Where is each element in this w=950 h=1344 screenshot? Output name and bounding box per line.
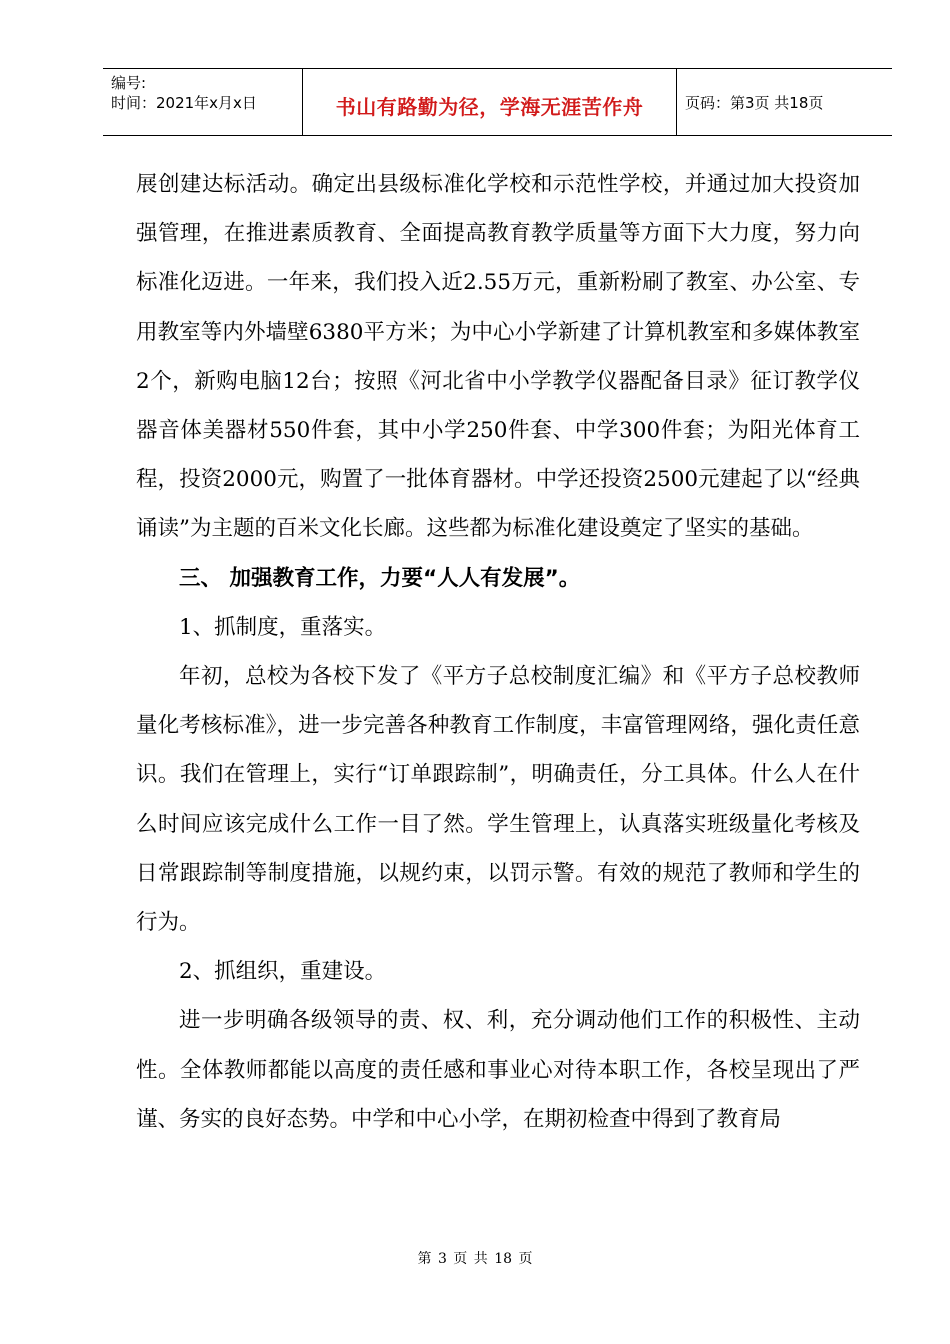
subheading-organization: 2、抓组织，重建设。: [179, 959, 387, 985]
document-body: [136, 160, 860, 1144]
page-footer: 第 3 页 共 18 页: [417, 1251, 533, 1267]
page-header: [103, 68, 892, 136]
number-label: 编号:: [111, 74, 147, 92]
page-info: 页码：第3页 共18页: [685, 93, 824, 112]
paragraph-organization: 进一步明确各级领导的责、权、利，充分调动他们工作的积极性、主动性。全体教师都能以高度的责任感和事业心对待本职工作，各校呈现出了严谨、务实的良好态势。中学和中心小学，在期初检查中得到了教育局: [136, 1008, 860, 1132]
time-label: 时间：2021年x月x日: [111, 94, 257, 112]
section-heading: 三、 加强教育工作，力要“人人有发展”。: [179, 565, 581, 591]
header-meta-cell: [103, 69, 303, 135]
paragraph-continuation: 展创建达标活动。确定出县级标准化学校和示范性学校，并通过加大投资加强管理，在推进素质教育、全面提高教育教学质量等方面下大力度，努力向标准化迈进。一年来，我们投入近2.55万元，重新粉刷了教室、办公室、专用教室等内外墙壁6380平方米；为中心小学新建了计算机教室和多媒体教室2个，新购电脑12台；按照《河北省中小学教学仪器配备目录》征订教学仪器音体美器材550件套，其中小学250件套、中学300件套；为阳光体育工程，投资2000元，购置了一批体育器材。中学还投资2500元建起了以“经典诵读”为主题的百米文化长廊。这些都为标准化建设奠定了坚实的基础。: [136, 172, 860, 542]
subheading-system: 1、抓制度，重落实。: [179, 614, 387, 640]
header-page-cell: [677, 69, 892, 135]
motto-text: 书山有路勤为径，学海无涯苦作舟: [335, 94, 644, 119]
paragraph-system: 年初，总校为各校下发了《平方子总校制度汇编》和《平方子总校教师量化考核标准》，进一步完善各种教育工作制度，丰富管理网络，强化责任意识。我们在管理上，实行“订单跟踪制”，明确责任，分工具体。什么人在什么时间应该完成什么工作一目了然。学生管理上，认真落实班级量化考核及日常跟踪制等制度措施，以规约束，以罚示警。有效的规范了教师和学生的行为。: [136, 664, 860, 936]
header-motto-cell: [303, 69, 677, 135]
